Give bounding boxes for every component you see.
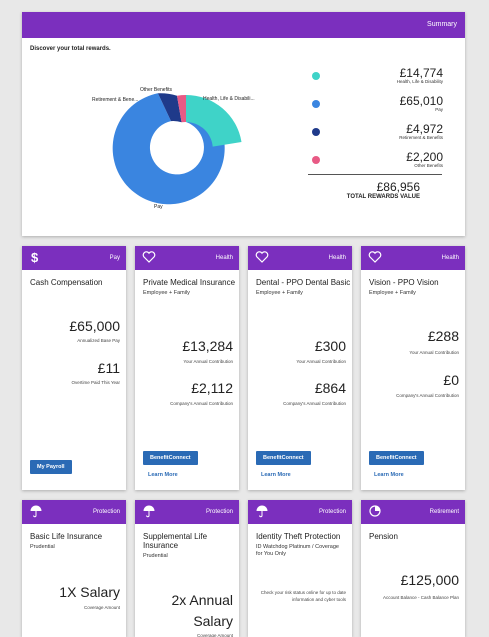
svg-text:$: $	[31, 250, 39, 264]
card-amount-primary: 1X Salary	[59, 584, 120, 600]
my-payroll-button[interactable]: My Payroll	[30, 460, 72, 474]
umbrella-icon	[142, 504, 156, 518]
card-amount-primary-cont: Salary	[193, 613, 233, 629]
card-title: Supplemental Life Insurance	[143, 532, 208, 550]
pie-label-retirement: Retirement & Bene...	[92, 97, 139, 103]
card-amount-primary: £13,284	[182, 338, 233, 354]
summary-subtitle: Discover your total rewards.	[30, 46, 111, 52]
legend-dot-icon	[312, 128, 320, 136]
card-pension	[361, 500, 465, 637]
benefitconnect-button[interactable]: BenefitConnect	[369, 451, 424, 465]
card-amount-primary: £125,000	[400, 572, 459, 588]
legend-label: Other Benefits	[414, 163, 443, 168]
card-title: Vision - PPO Vision	[369, 278, 439, 287]
card-subtitle: Employee + Family	[256, 290, 303, 296]
card-header	[22, 246, 126, 270]
card-amount-secondary: £0	[443, 372, 459, 388]
card-header	[135, 500, 239, 524]
pie-label-pay: Pay	[154, 204, 163, 210]
legend-label: Pay	[435, 107, 443, 112]
card-header	[248, 246, 352, 270]
card-title: Identity Theft Protection	[256, 532, 341, 541]
card-title: Pension	[369, 532, 398, 541]
legend-amount: £4,972	[406, 122, 443, 136]
card-header	[135, 246, 239, 270]
card-amount-primary: 2x Annual	[171, 592, 233, 608]
benefitconnect-button[interactable]: BenefitConnect	[143, 451, 198, 465]
legend-row-retirement	[308, 122, 443, 150]
legend-dot-icon	[312, 156, 320, 164]
card-title: Private Medical Insurance	[143, 278, 236, 287]
donut-slice-health[interactable]	[186, 95, 242, 147]
card-amount-secondary-label: Company's Annual Contribution	[396, 393, 459, 398]
summary-panel	[22, 12, 465, 236]
legend-label: Health, Life & Disability	[396, 79, 443, 84]
total-rewards-label: TOTAL REWARDS VALUE	[346, 194, 420, 200]
summary-header: Summary	[22, 12, 465, 38]
card-amount-primary: £65,000	[69, 318, 120, 334]
heart-icon	[368, 250, 382, 264]
card-title: Basic Life Insurance	[30, 532, 103, 541]
card-subtitle: ID Watchdog Platinum / Coverage for You Only	[256, 544, 339, 557]
card-category: Retirement	[429, 509, 459, 515]
card-amount-primary-label: Coverage Amount	[196, 633, 233, 637]
legend-dot-icon	[312, 100, 320, 108]
legend-amount: £14,774	[399, 66, 443, 80]
card-amount-primary-label: Annualized Base Pay	[77, 338, 120, 343]
card-amount-secondary: £11	[97, 360, 120, 376]
card-amount-secondary-label: Overtime Paid This Year	[71, 380, 120, 385]
card-subtitle: Prudential	[30, 544, 55, 550]
pie-label-other: Other Benefits	[140, 87, 172, 93]
card-supplemental-life	[135, 500, 239, 637]
heart-icon	[142, 250, 156, 264]
card-amount-primary-label: Your Annual Contribution	[183, 359, 233, 364]
card-title: Cash Compensation	[30, 278, 103, 287]
card-category: Health	[441, 255, 459, 261]
card-cash-compensation	[22, 246, 126, 490]
learn-more-link[interactable]: Learn More	[374, 472, 404, 478]
umbrella-icon	[29, 504, 43, 518]
legend-row-pay	[308, 94, 443, 122]
pie-chart-icon	[368, 504, 382, 518]
card-amount-primary-label: Your Annual Contribution	[296, 359, 346, 364]
card-amount-primary: £300	[314, 338, 346, 354]
heart-icon	[255, 250, 269, 264]
umbrella-icon	[255, 504, 269, 518]
card-title: Dental - PPO Dental Basic	[256, 278, 351, 287]
legend-amount: £65,010	[399, 94, 443, 108]
card-category: Protection	[205, 509, 233, 515]
total-rewards-amount: £86,956	[376, 180, 420, 194]
card-dental	[248, 246, 352, 490]
card-amount-secondary: £864	[314, 380, 346, 396]
benefitconnect-button[interactable]: BenefitConnect	[256, 451, 311, 465]
card-header	[22, 500, 126, 524]
legend-label: Retirement & Benefits	[399, 135, 443, 140]
card-category: Health	[328, 255, 346, 261]
legend-dot-icon	[312, 72, 320, 80]
card-amount-primary-label: Coverage Amount	[83, 605, 120, 610]
card-identity-theft	[248, 500, 352, 637]
card-amount-secondary: £2,112	[191, 380, 233, 396]
card-amount-secondary-label: Company's Annual Contribution	[283, 401, 346, 406]
learn-more-link[interactable]: Learn More	[148, 472, 178, 478]
card-description: Check your risk status online for up to date information and cyber tools	[260, 590, 346, 602]
card-basic-life	[22, 500, 126, 637]
total-divider	[308, 174, 442, 175]
card-subtitle: Prudential	[143, 553, 168, 559]
card-amount-primary-label: Account Balance - Cash Balance Plan	[382, 595, 459, 600]
card-amount-primary-label: Your Annual Contribution	[409, 350, 459, 355]
card-header	[361, 246, 465, 270]
card-subtitle: Employee + Family	[143, 290, 190, 296]
legend-amount: £2,200	[406, 150, 443, 164]
rewards-donut-chart	[22, 38, 302, 236]
card-category: Health	[215, 255, 233, 261]
card-private-medical	[135, 246, 239, 490]
card-category: Protection	[318, 509, 346, 515]
dollar-icon	[29, 250, 43, 264]
card-amount-primary: £288	[427, 328, 459, 344]
card-category: Pay	[109, 255, 120, 261]
pie-label-health: Health, Life & Disabili...	[203, 96, 255, 102]
legend-row-health	[308, 66, 443, 94]
card-category: Protection	[92, 509, 120, 515]
summary-legend	[308, 66, 443, 178]
learn-more-link[interactable]: Learn More	[261, 472, 291, 478]
card-header	[248, 500, 352, 524]
card-amount-secondary-label: Company's Annual Contribution	[170, 401, 233, 406]
card-header	[361, 500, 465, 524]
card-vision	[361, 246, 465, 490]
card-subtitle: Employee + Family	[369, 290, 416, 296]
